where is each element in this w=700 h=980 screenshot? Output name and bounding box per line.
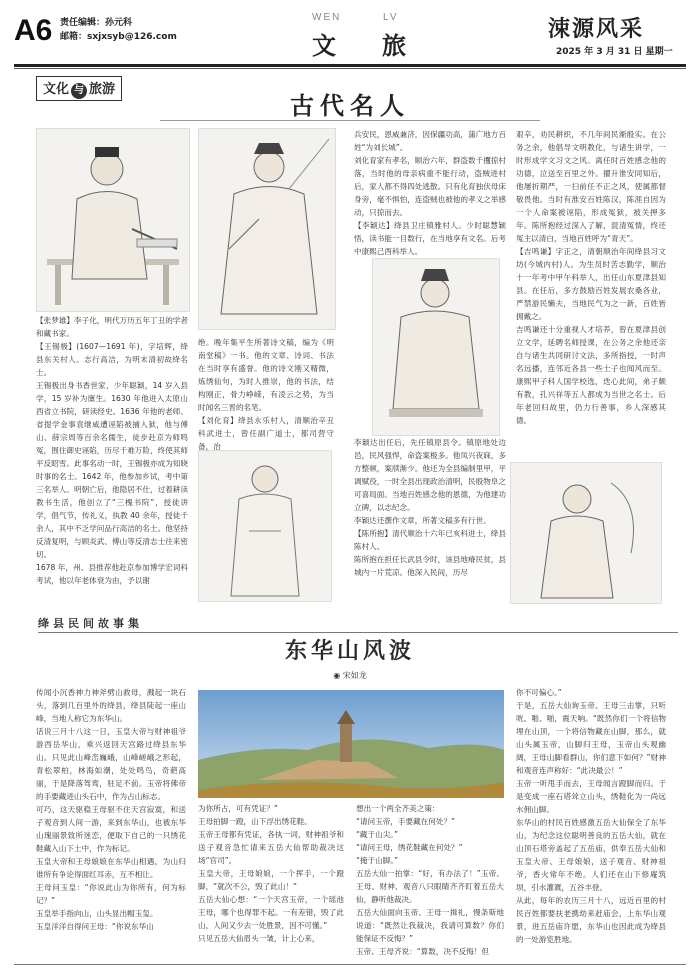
section-latin-lv: LV xyxy=(383,12,399,23)
article-title-ancient-figures: 古代名人 xyxy=(290,91,410,120)
article-a-column-1: 【张梦雄】李子化，明代万历五年丁丑的学者和藏书家。 【王锡极】(1607—1691 年)，字培辉，绛县东关村人。志行高洁，为明末清初故绛名士。 王锡极出身书香世家，少年聪颖，14 岁入县学，15 岁补为廪生。1630 年他进入太原山西省立书院，研读经史。1636 年他的老师、省提学金事袁继咸遭诬陷被捕入狱，他与傅山、薛宗周等百余名儒生，徒步赴京为师鸣冤，围住御史诬陷，历尽千难万险，终使其师平反昭雪。此事名动一时，王锡极亦成为知晓时事的名士。1642 年，他参加乡试，考中第三名举人。明朝亡后，他隐居不仕，过着耕读教书生活，他创立了“三槐书院”，授徒讲学，倡气节，传礼义，执教 40 余年，授徒千余人，其中不乏学问品行高洁的名士。他坚持反清复明，与顾炎武、傅山等反清志士往来密切。 1678 年，州、县推荐他赴京参加博学宏词科考试，他以年老体衰为由，予以谢 xyxy=(36,316,188,585)
article-a-column-4: 艰辛，劝民耕织，不几年间民渐殷实。在公务之余，他倡导文明教化，与诸生讲学，一时形成学文习文之风。离任时百姓感念他的功德，泣送至百里之外。擢升淮安同知后，他屡折期严，一扫前任不正之风，使属都督敬畏他。当时有淮安百姓陈汉，陈涯自因为一个人命案被诬陷，形成冤狱，被关押多年。陈所抱经过深入了解，混清冤情，终还冤主以清白，当地百姓呼为“青天”。 【吉鸣谦】字正之，清朝顺治年间绛县习文坊(今城内村)人。为生员时苦志勤学，顺治十一年考中甲午科举人，出任山东夏津县知县。在任后，多方鼓励百姓发展农桑各业，严禁游民懒夫，当地民气为之一新，百姓皆拥戴之。 吉鸣谦还十分重视人才培养，曾在夏津县创立文学，延聘名师授课，在公务之余他还亲自与诸生共同研讨文法，多所指授，一时声名远播，连邻近各县一些士子也闻风而至。康熙甲子科人国学校选，迭心此间，弟子颇有教，孔兴祥等五人都成为当世之名士。后年老回归故里，仍力行善事，乡人深感其德。 xyxy=(516,130,666,425)
folk-story-banner-label: 绛县民间故事集 xyxy=(38,617,143,630)
header-rule-thin xyxy=(14,68,686,69)
tag-left: 文化 xyxy=(43,82,70,97)
article-a-column-2: 绝。晚年集平生所著诗文稿，编为《明南堂稿》一书。他的文章、诗词、书法在当时享有盛誉。他的诗文刚又精微，炼绣仙句，为时人推崇，他的书法，结构刚正，骨力峥嵘，有凌云之势，为当时闻名三晋的名笔。 【刘化育】绛县永乐村人，清顺治辛丑科武进士，曾任副广道士，都司营守备，治 xyxy=(198,338,334,451)
header-rule xyxy=(14,64,686,67)
tag-right: 旅游 xyxy=(89,82,116,97)
portrait-illustration-4 xyxy=(198,450,332,602)
editor-name: 责任编辑：孙元科 xyxy=(60,18,133,28)
footer-rule xyxy=(14,964,686,965)
article-b-column-1: 传闻小沉香神力神斧劈山救母，溅起一块石头，落到几百里外的绛县，绛县陡起一座山峰，当地人称它为东华山。 话说三月十八这一日，玉皇大帝与财神祖爷游西岳华山，乘兴返回天宫路过绛县东华山。只见此山峰峦巍峨，山峰嵯峨之形起，青松翠柏，林海如潮，处处鸣鸟，奇葩高丽，于是降落驾鸾，驻足不前。玉帝将佛帝的手要藏进山头石中，作为占山标志。 可巧，这天驱稳王母驱不住天宫寂寞，和送子观音到人间一游，来到东华山，也被东华山瑰丽景致所迷恋，便取下自己的一只绣花鞋藏入山下土中，作为标记。 玉皇大帝和王母娘娘在东华山相遇，为山归谁所有争论得面红耳赤，互不相让。 王母问玉皇：“你说此山为你所有，何为标记？” 玉皇举手指向山，山头显出帽玉玺。 玉皇洋洋自得问王母：“你说东华山 xyxy=(36,688,186,931)
article-b-column-4: 你不可偏心。” 于是，五岳大仙询玉帝、王母三击掌，只听咣、啪、啪，震天响。“既然你们一个将信物埋在山顶，一个将信物藏在山脚，那么，就山头属玉帝，山脚归王母，玉帝山头观幽阔，王母山脚看群山，你们意下如何？”财神和观音连声称好：“此决最公！” 玉帝一听甩手而去，王母闻言蹬脚而归。于是变成一座石塔耸立山头，绣鞋化为一尚远水佣山脚。 东华山的村民百姓感激五岳大仙保全了东华山，为纪念这位聪明善良的五岳大仙，就在山顶石塔旁盖起了五岳庙，供奉五岳大仙和玉皇大帝、王母娘娘，送子观音、财神祖爷，香火常年不绝。人们还在山下修庵筑坝，引水灌溉，五谷丰登。 从此，每年的农历三月十八，远近百里的村民百姓都要扶老携幼来赶庙会，上东华山观景，进五岳庙许愿，东华山也因此成为绛县的一处游览胜地。 xyxy=(516,688,666,944)
article-a-column-3b: 李颖达出任后，先任镇原县令。镇原地处边邑，民风强悍，命盗案极多。他凤兴夜寐，多方整顿，案牍渐少。他还为全县编制里甲，平调赋役，一时全县出现政治清明，民殷物阜之可喜局面。当地百姓感念他的恩德，为他建功立碑，以志纪念。 李颖达还撰作文章，所著文稿多有行世。 【陈所抱】清代顺治十六年已亥科进士，绛县陈村人。 陈所抱在担任长武县令时，该县地瘠民贫，县城内一片荒凉。他深入民间，历尽 xyxy=(354,438,506,577)
page-number: A6 xyxy=(14,14,53,47)
section-title-wen: 文 xyxy=(312,31,336,60)
article-a-column-3a: 兵安民，恩威兼济，因保疆功高，蒲广地方百姓“为刘长城”。 刘化育家有孝名，顺治六年，群盗数千攫掠村落，当时他的母亲病重不能行动，盗贼进村后，家人都不得四处逃散。只有化育独伏母床身旁，毫不惧怕，连盗贼也被他的孝义之举感动，只掠而去。 【李颖达】绛县卫庄镇雅村人。少时聪慧颖悟，读书能一目数行，在当地享有文名。后考中康熙己酉科举人。 xyxy=(354,130,506,256)
donghua-mountain-photo xyxy=(198,690,504,798)
section-title-lv: 旅 xyxy=(382,31,406,60)
editor-info xyxy=(60,16,177,44)
folk-story-banner xyxy=(38,612,678,633)
tag-mid: 与 xyxy=(71,83,87,99)
portrait-illustration-5 xyxy=(510,462,662,604)
author-name: 宋如龙 xyxy=(342,671,367,680)
editor-email: 邮箱：sxjxsyb@126.com xyxy=(60,32,177,42)
section-latin-wen: WEN xyxy=(312,12,342,23)
article-title-donghua: 东华山风波 xyxy=(284,638,415,664)
title-underline xyxy=(160,120,540,121)
portrait-illustration-2 xyxy=(198,128,336,330)
article-b-column-3: 想出一个两全齐美之策： “请问玉帝，手要藏在何处？” “藏于山尖。” “请问王母，绣花鞋藏在何处？” “掩于山脚。” 五岳大仙一拍掌：“好，有办法了！”玉帝、王母、财神、观音八只眼睛齐齐盯着五岳大仙，静听他裁决。 五岳大仙面向玉帝、王母一揖礼，慢条斯地说道：“既然让我裁决，我请可算数？你们能保证不反悔？” 玉帝、王母齐说：“算数，决不反悔！但 xyxy=(356,804,504,956)
article-b-column-2: 为你所占，可有凭证？” 王母拍脚一蹬，山下浮出绣花鞋。 玉帝王母都有凭证，各执一词，财神祖爷和送子观音急忙请来五岳大仙帮助裁决这场“官司”。 玉皇大帝，王母娘娘，一个挥手，一个蹬脚，“就次不公，毁了此山！” 五岳大仙心想：“一个天宫玉帝，一个瑶池王母，哪个也得罪不起。一有差错，毁了此山，人间又少去一处胜景，因不可懂。” 只见五岳大仙眉头一皱，计上心来， xyxy=(198,804,344,943)
article-author: ◉ 宋如龙 xyxy=(333,671,367,680)
portrait-illustration-1 xyxy=(36,128,190,312)
portrait-illustration-3 xyxy=(372,258,500,436)
newspaper-brand: 涑源风采 xyxy=(548,16,645,42)
issue-date: 2025 年 3 月 31 日 星期一 xyxy=(556,47,673,57)
